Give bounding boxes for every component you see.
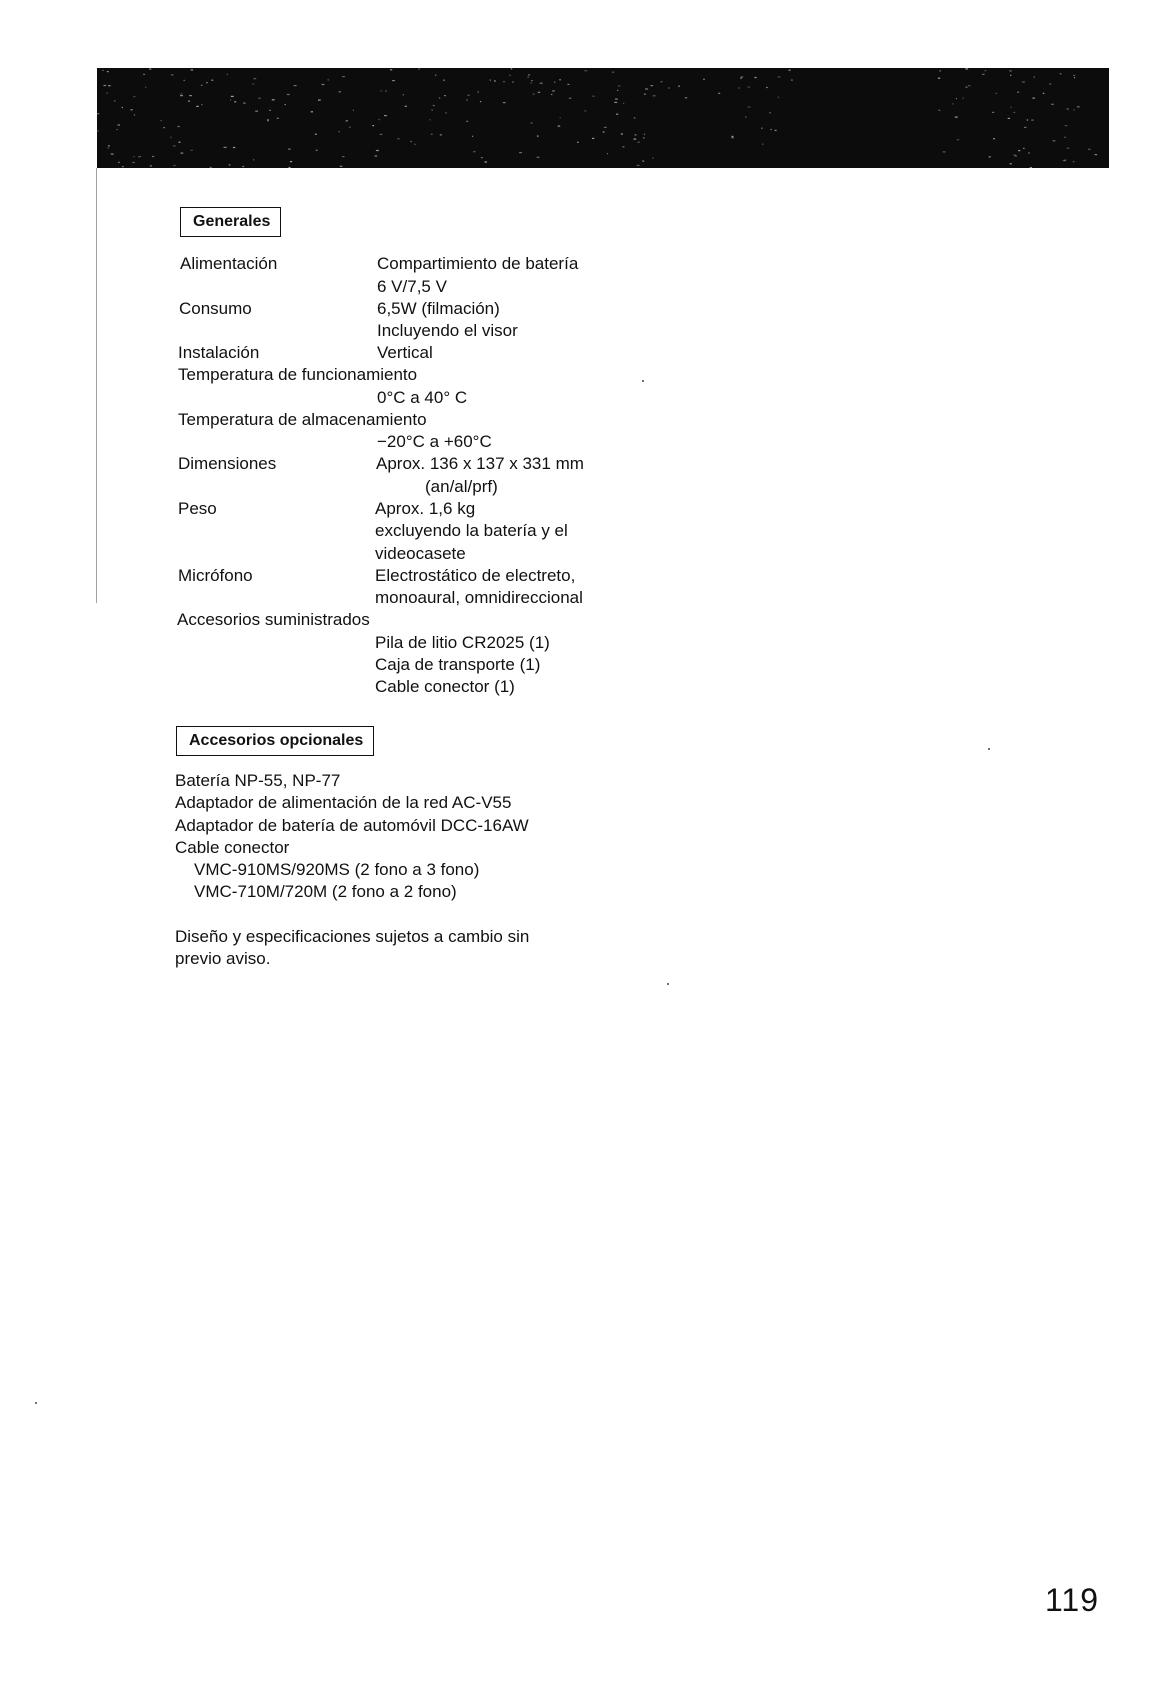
- header-banner: [97, 68, 1109, 168]
- disclaimer-line: Diseño y especificaciones sujetos a cambio sin: [175, 927, 530, 946]
- spec-value: 6 V/7,5 V: [377, 277, 447, 296]
- accessory-subline: VMC-910MS/920MS (2 fono a 3 fono): [194, 860, 480, 879]
- accessory-subline: VMC-710M/720M (2 fono a 2 fono): [194, 882, 457, 901]
- spec-value: excluyendo la batería y el: [375, 521, 568, 540]
- spec-value: −20°C a +60°C: [377, 432, 492, 451]
- banner-texture: [97, 68, 1109, 168]
- spec-value: Caja de transporte (1): [375, 655, 541, 674]
- accessory-line: Cable conector: [175, 838, 290, 857]
- spec-label: Accesorios suministrados: [177, 610, 370, 629]
- spec-value: 6,5W (filmación): [377, 299, 500, 318]
- spec-value: 0°C a 40° C: [377, 388, 468, 407]
- spec-value: Aprox. 136 x 137 x 331 mm: [376, 454, 584, 473]
- page-number: 119: [1044, 1582, 1099, 1618]
- spec-value: Compartimiento de batería: [377, 254, 579, 273]
- spec-value: Aprox. 1,6 kg: [375, 499, 476, 518]
- spec-label: Temperatura de funcionamiento: [178, 365, 418, 384]
- disclaimer-line: previo aviso.: [175, 949, 271, 968]
- accessory-line: Adaptador de alimentación de la red AC-V55: [175, 793, 512, 812]
- spec-value: Cable conector (1): [375, 677, 515, 696]
- scan-speck: [35, 1402, 37, 1404]
- section-title-generales: Generales: [180, 207, 281, 237]
- spec-label: Consumo: [179, 299, 252, 318]
- spec-label: Peso: [178, 499, 217, 518]
- spec-label: Dimensiones: [178, 454, 277, 473]
- spec-label: Micrófono: [178, 566, 253, 585]
- spec-value: (an/al/prf): [425, 477, 498, 496]
- scan-speck: [667, 983, 669, 985]
- scan-speck: [988, 748, 990, 750]
- spec-value: Incluyendo el visor: [377, 321, 518, 340]
- spec-label: Instalación: [178, 343, 260, 362]
- accessory-line: Adaptador de batería de automóvil DCC-16AW: [175, 816, 529, 835]
- accessory-line: Batería NP-55, NP-77: [175, 771, 341, 790]
- spec-value: Vertical: [377, 343, 433, 362]
- spec-value: videocasete: [375, 544, 466, 563]
- section-title-accesorios-opcionales: Accesorios opcionales: [176, 726, 374, 756]
- spec-value: Electrostático de electreto,: [375, 566, 576, 585]
- spec-value: monoaural, omnidireccional: [375, 588, 583, 607]
- spec-value: Pila de litio CR2025 (1): [375, 633, 550, 652]
- scan-speck: [642, 380, 644, 382]
- spec-label: Temperatura de almacenamiento: [178, 410, 427, 429]
- margin-rule: [96, 168, 97, 603]
- spec-label: Alimentación: [180, 254, 278, 273]
